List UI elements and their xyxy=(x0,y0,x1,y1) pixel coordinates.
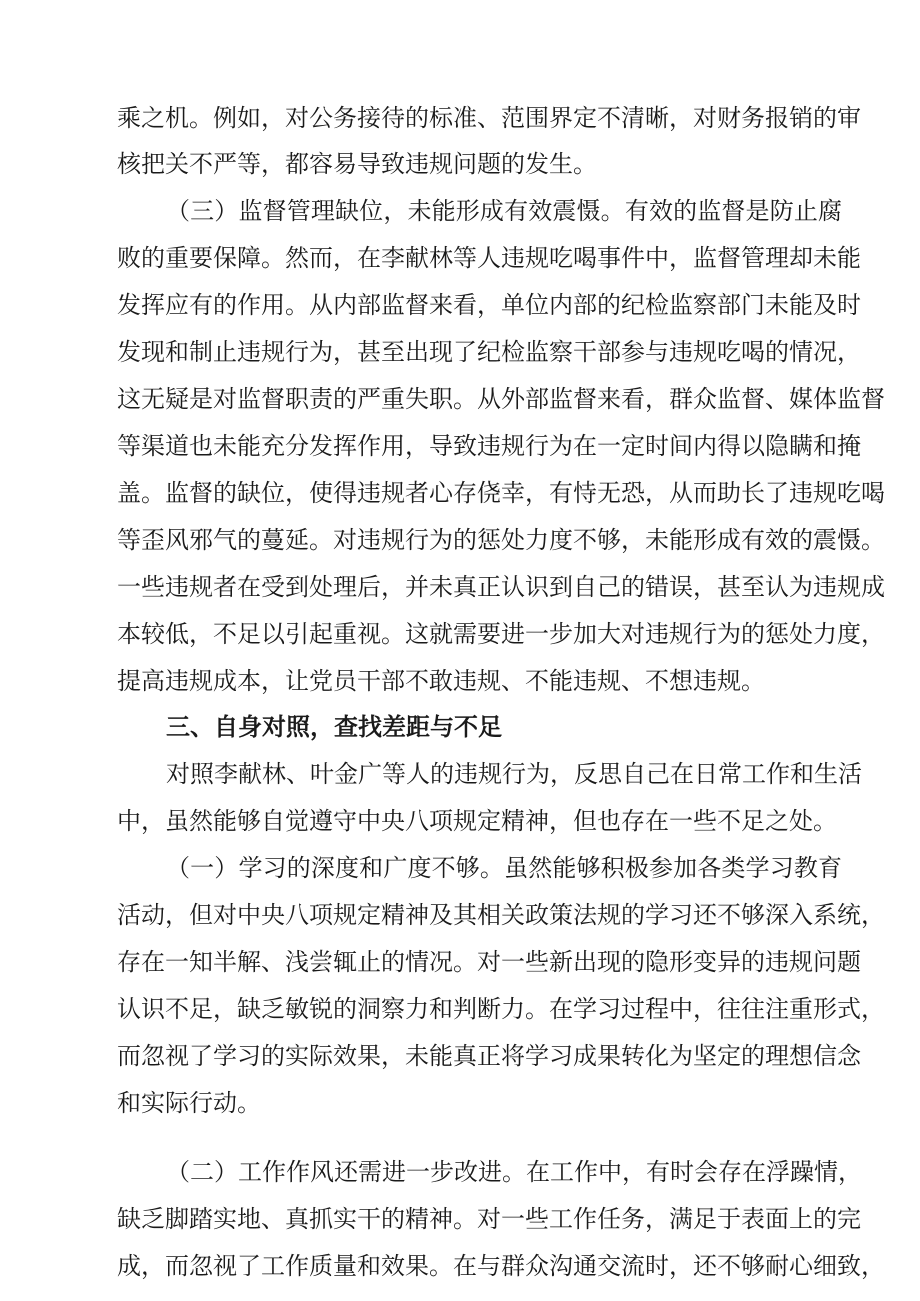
text-line: 盖。监督的缺位，使得违规者心存侥幸，有恃无恐，从而助长了违规吃喝 xyxy=(117,479,885,507)
text-line: 而忽视了学习的实际效果，未能真正将学习成果转化为坚定的理想信念 xyxy=(117,1042,861,1070)
text-line: 对照李献林、叶金广等人的违规行为，反思自己在日常工作和生活 xyxy=(166,760,862,788)
text-line: 本较低，不足以引起重视。这就需要进一步加大对违规行为的惩处力度， xyxy=(117,620,885,648)
text-line: 发挥应有的作用。从内部监督来看，单位内部的纪检监察部门未能及时 xyxy=(117,291,861,319)
text-line: 认识不足，缺乏敏锐的洞察力和判断力。在学习过程中，往往注重形式， xyxy=(117,995,885,1023)
section-heading: 三、自身对照，查找差距与不足 xyxy=(166,713,502,741)
text-line: 活动，但对中央八项规定精神及其相关政策法规的学习还不够深入系统， xyxy=(117,901,885,929)
text-line: 等渠道也未能充分发挥作用，导致违规行为在一定时间内得以隐瞒和掩 xyxy=(117,432,861,460)
text-line: 等歪风邪气的蔓延。对违规行为的惩处力度不够，未能形成有效的震慑。 xyxy=(117,526,885,554)
text-line: 这无疑是对监督职责的严重失职。从外部监督来看，群众监督、媒体监督 xyxy=(117,385,885,413)
text-line: （三）监督管理缺位，未能形成有效震慑。有效的监督是防止腐 xyxy=(166,197,842,225)
text-line: 中，虽然能够自觉遵守中央八项规定精神，但也存在一些不足之处。 xyxy=(117,807,837,835)
text-line: 一些违规者在受到处理后，并未真正认识到自己的错误，甚至认为违规成 xyxy=(117,573,885,601)
text-line: 和实际行动。 xyxy=(117,1089,261,1117)
text-line: （一）学习的深度和广度不够。虽然能够积极参加各类学习教育 xyxy=(166,854,842,882)
text-line: 发现和制止违规行为，甚至出现了纪检监察干部参与违规吃喝的情况， xyxy=(117,338,861,366)
text-line: 败的重要保障。然而，在李献林等人违规吃喝事件中，监督管理却未能 xyxy=(117,244,861,272)
text-line: 缺乏脚踏实地、真抓实干的精神。对一些工作任务，满足于表面上的完 xyxy=(117,1205,861,1233)
text-line: （二）工作作风还需进一步改进。在工作中，有时会存在浮躁情， xyxy=(166,1158,862,1186)
text-line: 提高违规成本，让党员干部不敢违规、不能违规、不想违规。 xyxy=(117,667,765,695)
text-line: 核把关不严等，都容易导致违规问题的发生。 xyxy=(117,150,597,178)
text-line: 乘之机。例如，对公务接待的标准、范围界定不清晰，对财务报销的审 xyxy=(117,104,861,132)
text-line: 成，而忽视了工作质量和效果。在与群众沟通交流时，还不够耐心细致， xyxy=(117,1252,885,1280)
text-line: 存在一知半解、浅尝辄止的情况。对一些新出现的隐形变异的违规问题 xyxy=(117,948,861,976)
